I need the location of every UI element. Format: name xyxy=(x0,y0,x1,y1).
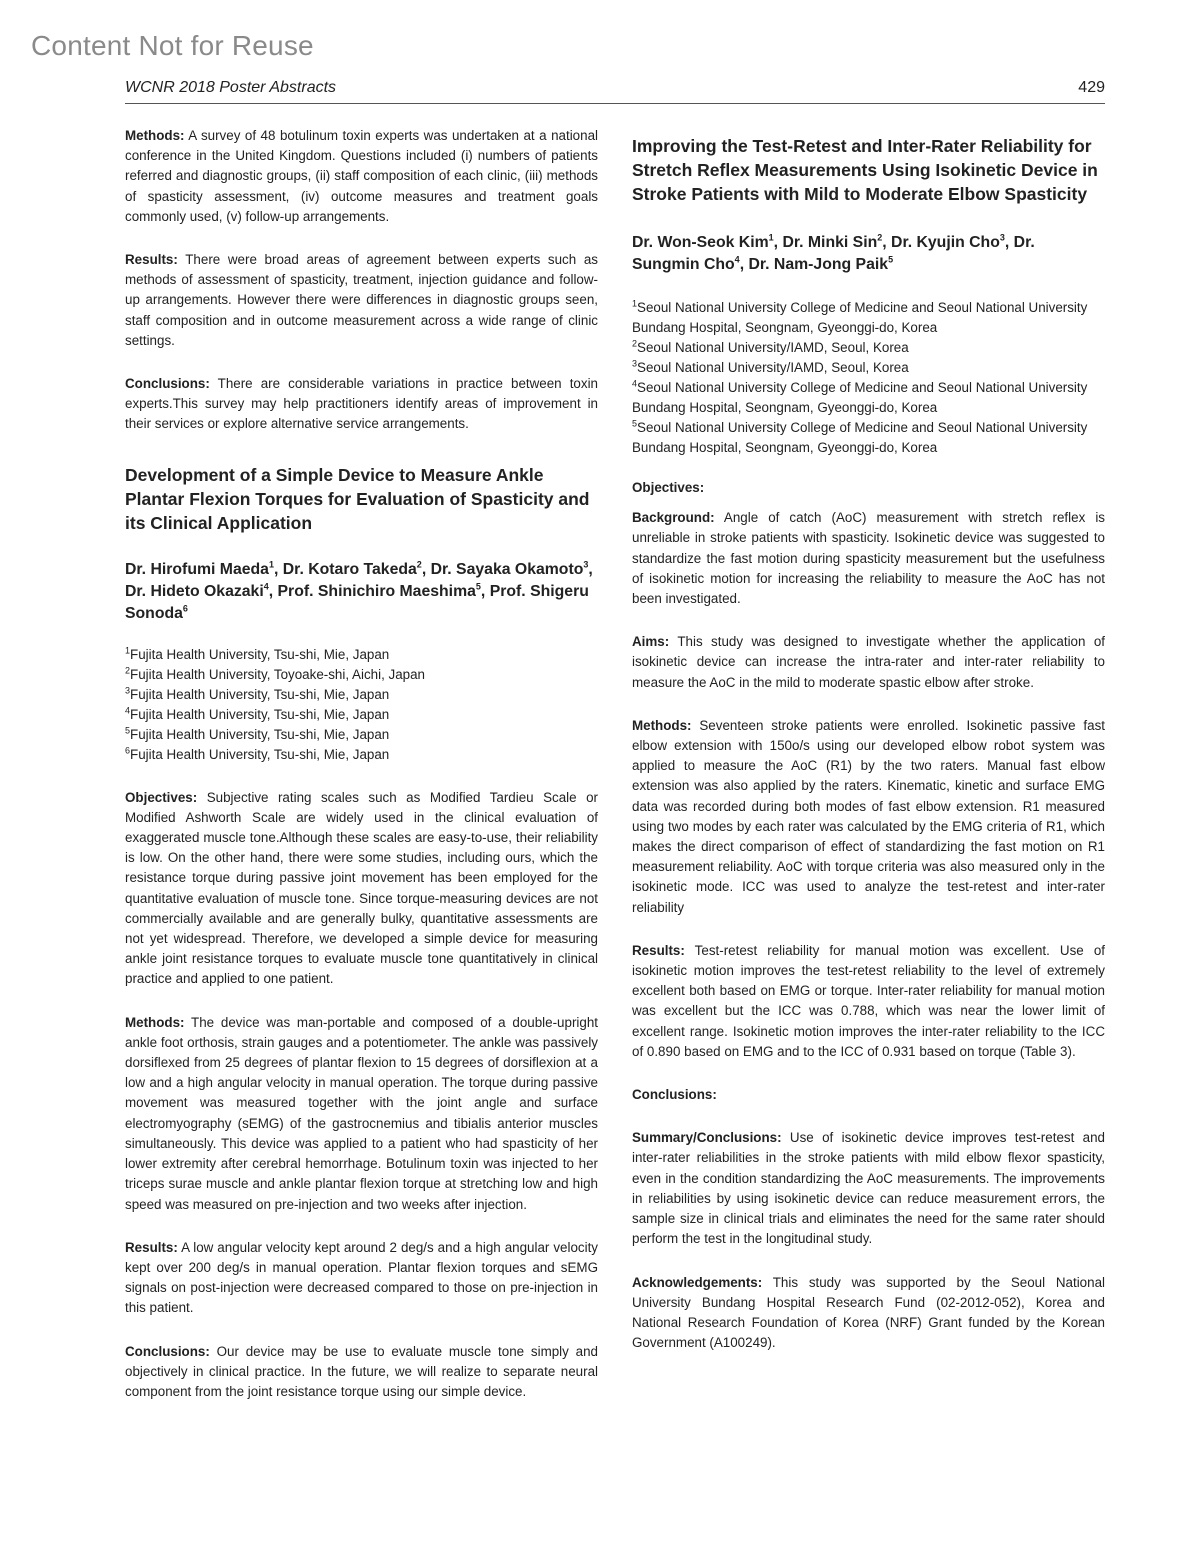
author-name: Dr. Kotaro Takeda xyxy=(282,560,417,578)
author-separator: , xyxy=(268,582,278,600)
affiliation-mark: 4 xyxy=(632,378,638,389)
affiliation-text: Fujita Health University, Toyoake-shi, Aichi, Japan xyxy=(130,666,425,682)
section-text: Angle of catch (AoC) measurement with stretch reflex is unreliable in stroke patients with spasticity. Isokinetic device was suggested to standardize the fast motion during spasticity measurement but the usefulness of isokinetic motion for increasing the reliability to measure the AoC has not been investigated. xyxy=(632,510,1105,607)
prev-results xyxy=(125,250,598,351)
affiliation-item xyxy=(632,378,1105,418)
author-name: Prof. Shigeru Sonoda xyxy=(125,582,589,622)
section-label: Methods: xyxy=(125,128,185,143)
objectives-heading: Objectives: xyxy=(632,480,705,495)
author-list xyxy=(632,232,1105,276)
affiliation-item xyxy=(125,725,598,745)
section-label: Acknowledgements: xyxy=(632,1274,763,1290)
affiliation-mark: 6 xyxy=(125,745,131,756)
affiliation-item xyxy=(632,358,1105,378)
affiliation-text: Seoul National University College of Medicine and Seoul National University Bundang Hospital, Seongnam, Gyeonggi-do, Korea xyxy=(632,380,1088,415)
page-number: 429 xyxy=(1078,79,1105,96)
conclusions-heading: Conclusions: xyxy=(632,1087,717,1103)
affiliation-text: Fujita Health University, Tsu-shi, Mie, Japan xyxy=(130,726,390,742)
author-affiliation-mark: 6 xyxy=(182,603,188,614)
section-label: Methods: xyxy=(632,717,692,733)
affiliation-text: Fujita Health University, Tsu-shi, Mie, Japan xyxy=(130,706,390,722)
section-text: Test-retest reliability for manual motion was excellent. Use of isokinetic motion improves the test-retest reliability to the level of extremely excellent both based on EMG or torque. Inter-rater reliability for manual motion was excellent but the ICC was 0.788, which was near the lower limit of excellent range. Isokinetic motion improves the inter-rater reliability to the ICC of 0.890 based on EMG and to the ICC of 0.931 based on torque (Table 3). xyxy=(632,942,1105,1059)
affiliation-mark: 3 xyxy=(632,358,638,369)
author-separator: , xyxy=(882,234,892,251)
affiliation-text: Seoul National University/IAMD, Seoul, Korea xyxy=(637,360,909,375)
author-affiliation-mark: 3 xyxy=(583,559,589,570)
section-label: Conclusions: xyxy=(125,1343,210,1359)
affiliation-text: Fujita Health University, Tsu-shi, Mie, Japan xyxy=(130,746,390,762)
objectives-paragraph xyxy=(125,788,598,990)
author-name: Dr. Won-Seok Kim xyxy=(632,234,769,251)
section-text: There are considerable variations in practice between toxin experts.This survey may help practitioners identify areas of improvement in their services or explore alternative service arrangements. xyxy=(125,376,598,432)
affiliation-text: Seoul National University College of Medicine and Seoul National University Bundang Hospital, Seongnam, Gyeonggi-do, Korea xyxy=(632,420,1088,455)
affiliation-item xyxy=(125,745,598,765)
affiliation-item xyxy=(632,298,1105,338)
affiliation-text: Seoul National University/IAMD, Seoul, Korea xyxy=(637,340,909,355)
journal-name: WCNR 2018 Poster Abstracts xyxy=(125,79,337,96)
affiliation-item xyxy=(125,685,598,705)
author-separator: , xyxy=(739,256,749,273)
right-column xyxy=(632,134,1105,1353)
author-separator: , xyxy=(273,560,283,578)
section-label: Objectives: xyxy=(125,789,198,805)
section-label: Background: xyxy=(632,510,715,526)
author-name: Dr. Sungmin Cho xyxy=(632,234,1035,273)
author-separator: , xyxy=(480,582,490,600)
section-text: Use of isokinetic device improves test-retest and inter-rater reliabilities in the stroke patients with mild elbow flexor spasticity, even in the condition standardizing the AoC measurements. The improvements in reliabilities by using isokinetic device can reduce measurement errors, the sample size in clinical trials and eliminates the need for the same rater should perform the test in the longitudinal study. xyxy=(632,1130,1105,1247)
author-affiliation-mark: 5 xyxy=(475,581,481,592)
section-label: Results: xyxy=(125,1239,178,1255)
results-paragraph xyxy=(632,941,1105,1062)
author-affiliation-mark: 1 xyxy=(268,559,274,570)
affiliation-mark: 5 xyxy=(632,418,638,429)
author-name: Dr. Kyujin Cho xyxy=(891,234,1000,251)
section-text: There were broad areas of agreement between experts such as methods of assessment of spasticity, treatment, injection guidance and follow-up arrangements. However there were differences in diagnostic groups seen, staff composition and in outcome measurement across a wide range of clinic settings. xyxy=(125,252,598,348)
author-affiliation-mark: 2 xyxy=(416,559,422,570)
affiliation-mark: 3 xyxy=(125,685,131,696)
conclusions-paragraph xyxy=(125,1342,598,1403)
affiliation-list xyxy=(632,298,1105,458)
author-name: Prof. Shinichiro Maeshima xyxy=(277,582,476,600)
results-paragraph xyxy=(125,1238,598,1319)
section-text: This study was supported by the Seoul National University Bundang Hospital Research Fund (02-2012-052), Korea and National Research Foundation of Korea (NRF) Grant funded by the Korean Government (A100249). xyxy=(632,1274,1105,1351)
section-label: Summary/Conclusions: xyxy=(632,1130,782,1146)
affiliation-item xyxy=(125,665,598,685)
section-label: Aims: xyxy=(632,634,670,650)
author-name: Dr. Sayaka Okamoto xyxy=(430,560,584,578)
author-separator: , xyxy=(773,234,783,251)
background-paragraph xyxy=(632,508,1105,609)
author-affiliation-mark: 5 xyxy=(888,254,894,265)
section-label: Results: xyxy=(125,252,178,268)
affiliation-text: Fujita Health University, Tsu-shi, Mie, Japan xyxy=(130,686,390,702)
methods-paragraph xyxy=(632,716,1105,918)
abstract-title: Development of a Simple Device to Measure Ankle Plantar Flexion Torques for Evaluation of Spasticity and its Clinical Application xyxy=(125,464,590,533)
affiliation-item xyxy=(125,705,598,725)
section-text: The device was man-portable and composed of a double-upright ankle foot orthosis, strain gauges and a potentiometer. The ankle was passively dorsiflexed from 25 degrees of plantar flexion to 15 degrees of dorsiflexion at a low and a high angular velocity in manual operation. The torque during passive movement was measured together with the joint angle and surface electromyography (sEMG) of the gastrocnemius and tibialis anterior muscles simultaneously. This device was applied to a patient who had spasticity of her lower extremity after cerebral hemorrhage. Botulinum toxin was injected to her triceps surae muscle and ankle plantar flexion torque at stretching low and high speed was measured on pre-injection and two weeks after injection. xyxy=(125,1014,598,1212)
aims-paragraph xyxy=(632,632,1105,693)
affiliation-mark: 5 xyxy=(125,725,131,736)
author-affiliation-mark: 4 xyxy=(263,581,269,592)
author-list xyxy=(125,559,598,625)
affiliation-list xyxy=(125,645,598,765)
affiliation-mark: 2 xyxy=(632,338,638,349)
prev-conclusions xyxy=(125,374,598,435)
section-text: Seventeen stroke patients were enrolled. Isokinetic passive fast elbow extension with 150o/s using our developed elbow robot system was applied to measure the AoC (R1) by the two raters. Manual fast elbow extension was also applied by the raters. Kinematic, kinetic and surface EMG data was recorded during both modes of fast elbow extension. R1 measured using two modes by each rater was calculated by the EMG criteria of R1, which makes the direct comparison of effect of standardizing the fast motion on R1 measurement reliability. AoC with torque criteria was also measured only in the isokinetic mode. ICC was used to analyze the test-retest and inter-rater reliability xyxy=(632,717,1105,915)
watermark: Content Not for Reuse xyxy=(31,30,314,61)
affiliation-item xyxy=(632,338,1105,358)
affiliation-mark: 1 xyxy=(632,298,638,309)
methods-paragraph xyxy=(125,1013,598,1215)
author-separator: , xyxy=(421,560,431,578)
section-label: Methods: xyxy=(125,1014,185,1030)
affiliation-text: Fujita Health University, Tsu-shi, Mie, Japan xyxy=(130,646,390,662)
section-text: Our device may be use to evaluate muscle tone simply and objectively in clinical practice. In the future, we will realize to separate neural component from the joint resistance torque using our simple device. xyxy=(125,1343,598,1399)
summary-paragraph xyxy=(632,1128,1105,1249)
author-affiliation-mark: 3 xyxy=(999,232,1005,243)
author-name: Dr. Minki Sin xyxy=(782,234,878,251)
author-affiliation-mark: 4 xyxy=(734,254,740,265)
section-label: Conclusions: xyxy=(125,376,210,392)
section-text: A low angular velocity kept around 2 deg/s and a high angular velocity kept over 200 deg/s in manual operation. Plantar flexion torques and sEMG signals on post-injection were decreased compared to those on pre-injection in this patient. xyxy=(125,1239,598,1316)
author-name: Dr. Hideto Okazaki xyxy=(125,582,264,600)
acknowledgements-paragraph xyxy=(632,1273,1105,1354)
section-text: This study was designed to investigate whether the application of isokinetic device can increase the intra-rater and inter-rater reliability to measure the AoC in the mild to moderate spastic elbow after stroke. xyxy=(632,634,1105,690)
running-head xyxy=(125,79,1105,104)
abstract-title: Improving the Test-Retest and Inter-Rater Reliability for Stretch Reflex Measurements Using Isokinetic Device in Stroke Patients with Mild to Moderate Elbow Spasticity xyxy=(632,136,1098,204)
affiliation-text: Seoul National University College of Medicine and Seoul National University Bundang Hospital, Seongnam, Gyeonggi-do, Korea xyxy=(632,300,1088,335)
author-affiliation-mark: 1 xyxy=(768,232,774,243)
left-column xyxy=(125,126,598,1402)
section-text: A survey of 48 botulinum toxin experts was undertaken at a national conference in the United Kingdom. Questions included (i) numbers of patients referred and diagnostic groups, (ii) staff composition of each clinic, (iii) methods of spasticity assessment, (iv) outcome measures and treatment goals commonly used, (v) follow-up arrangements. xyxy=(125,128,598,224)
affiliation-mark: 4 xyxy=(125,705,131,716)
affiliation-item xyxy=(632,418,1105,458)
affiliation-item xyxy=(125,645,598,665)
author-separator: , xyxy=(1004,234,1014,251)
author-name: Dr. Hirofumi Maeda xyxy=(125,560,269,578)
affiliation-mark: 1 xyxy=(125,645,131,656)
section-text: Subjective rating scales such as Modified Tardieu Scale or Modified Ashworth Scale are widely used in the clinical evaluation of exaggerated muscle tone.Although these scales are easy-to-use, their reliability is low. On the other hand, there were some studies, including ours, which the resistance torque during passive joint movement has been employed for the quantitative evaluation of muscle tone. Since torque-measuring devices are not commercially available and are generally bulky, quantitative assessments are not yet widespread. Therefore, we developed a simple device for measuring ankle joint resistance torques to evaluate muscle tone quantitatively in clinical practice and applied to one patient. xyxy=(125,789,598,987)
prev-methods xyxy=(125,126,598,227)
author-affiliation-mark: 2 xyxy=(877,232,883,243)
affiliation-mark: 2 xyxy=(125,665,131,676)
author-separator: , xyxy=(588,560,593,578)
section-label: Results: xyxy=(632,942,685,958)
author-name: Dr. Nam-Jong Paik xyxy=(748,256,889,273)
